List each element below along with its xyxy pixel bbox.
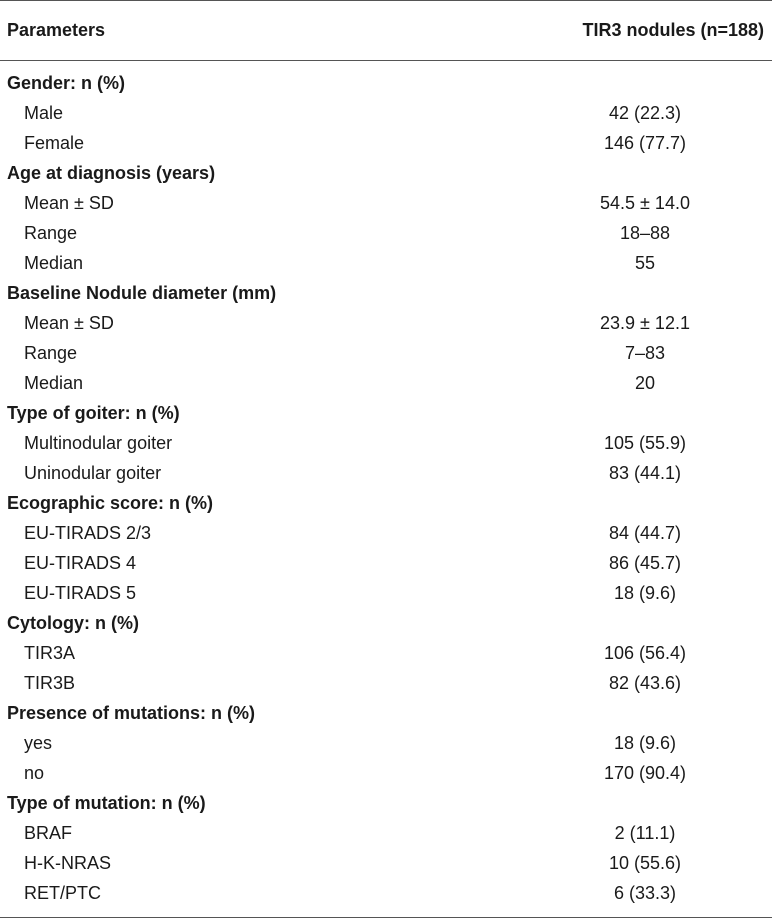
row-value: 54.5 ± 14.0 <box>600 193 690 213</box>
table-body <box>0 68 772 908</box>
row-value: 18 (9.6) <box>613 733 677 753</box>
section-row <box>0 398 772 428</box>
row-label: EU-TIRADS 2/3 <box>24 523 152 543</box>
row-value: 10 (55.6) <box>608 853 682 873</box>
row-label: Mean ± SD <box>24 193 114 213</box>
table-row <box>0 878 772 908</box>
row-value: 7–83 <box>624 343 666 363</box>
table-row <box>0 128 772 158</box>
table-row <box>0 728 772 758</box>
section-label: Gender: n (%) <box>7 73 126 93</box>
row-label: Range <box>24 223 78 243</box>
section-row <box>0 158 772 188</box>
section-label: Baseline Nodule diameter (mm) <box>7 283 277 303</box>
row-label: Multinodular goiter <box>24 433 173 453</box>
bottom-rule <box>0 917 772 918</box>
table-row <box>0 308 772 338</box>
row-value: 106 (56.4) <box>603 643 687 663</box>
header-tir3-nodules: TIR3 nodules (n=188) <box>582 19 764 40</box>
table-header <box>0 0 772 60</box>
row-label: Uninodular goiter <box>24 463 162 483</box>
row-label: H-K-NRAS <box>24 853 112 873</box>
table-row <box>0 668 772 698</box>
row-value: 105 (55.9) <box>603 433 687 453</box>
table-row <box>0 218 772 248</box>
row-label: BRAF <box>24 823 73 843</box>
table-row <box>0 428 772 458</box>
row-value: 6 (33.3) <box>613 883 677 903</box>
row-value: 170 (90.4) <box>603 763 687 783</box>
section-label: Age at diagnosis (years) <box>7 163 216 183</box>
row-label: Female <box>24 133 85 153</box>
row-value: 2 (11.1) <box>614 823 676 843</box>
row-value: 23.9 ± 12.1 <box>600 313 690 333</box>
section-label: Presence of mutations: n (%) <box>7 703 256 723</box>
row-value: 18–88 <box>619 223 671 243</box>
row-label: TIR3A <box>24 643 76 663</box>
row-label: yes <box>24 733 53 753</box>
table-row <box>0 818 772 848</box>
row-label: Median <box>24 373 84 393</box>
row-label: Median <box>24 253 84 273</box>
row-value: 20 <box>634 373 656 393</box>
row-label: Mean ± SD <box>24 313 114 333</box>
table-row <box>0 458 772 488</box>
header-parameters: Parameters <box>7 19 106 40</box>
row-label: EU-TIRADS 5 <box>24 583 137 603</box>
row-value: 82 (43.6) <box>608 673 682 693</box>
section-label: Cytology: n (%) <box>7 613 139 633</box>
row-value: 146 (77.7) <box>603 133 687 153</box>
table-row <box>0 248 772 278</box>
table-row <box>0 758 772 788</box>
section-row <box>0 788 772 818</box>
row-label: Range <box>24 343 78 363</box>
table-row <box>0 578 772 608</box>
row-value: 86 (45.7) <box>608 553 682 573</box>
section-label: Type of mutation: n (%) <box>7 793 206 813</box>
table-row <box>0 338 772 368</box>
row-value: 84 (44.7) <box>608 523 682 543</box>
row-label: Male <box>24 103 64 123</box>
table-row <box>0 848 772 878</box>
section-row <box>0 698 772 728</box>
row-value: 18 (9.6) <box>613 583 677 603</box>
section-row <box>0 488 772 518</box>
table-row <box>0 548 772 578</box>
row-value: 42 (22.3) <box>608 103 682 123</box>
section-row <box>0 278 772 308</box>
row-label: EU-TIRADS 4 <box>24 553 137 573</box>
row-value: 55 <box>634 253 656 273</box>
section-row <box>0 608 772 638</box>
table-row <box>0 368 772 398</box>
row-label: RET/PTC <box>24 883 102 903</box>
table-row <box>0 518 772 548</box>
header-rule <box>0 60 772 61</box>
section-row <box>0 68 772 98</box>
row-label: no <box>24 763 45 783</box>
table-row <box>0 638 772 668</box>
row-value: 83 (44.1) <box>608 463 682 483</box>
row-label: TIR3B <box>24 673 76 693</box>
table-row <box>0 98 772 128</box>
section-label: Type of goiter: n (%) <box>7 403 180 423</box>
section-label: Ecographic score: n (%) <box>7 493 214 513</box>
table-row <box>0 188 772 218</box>
